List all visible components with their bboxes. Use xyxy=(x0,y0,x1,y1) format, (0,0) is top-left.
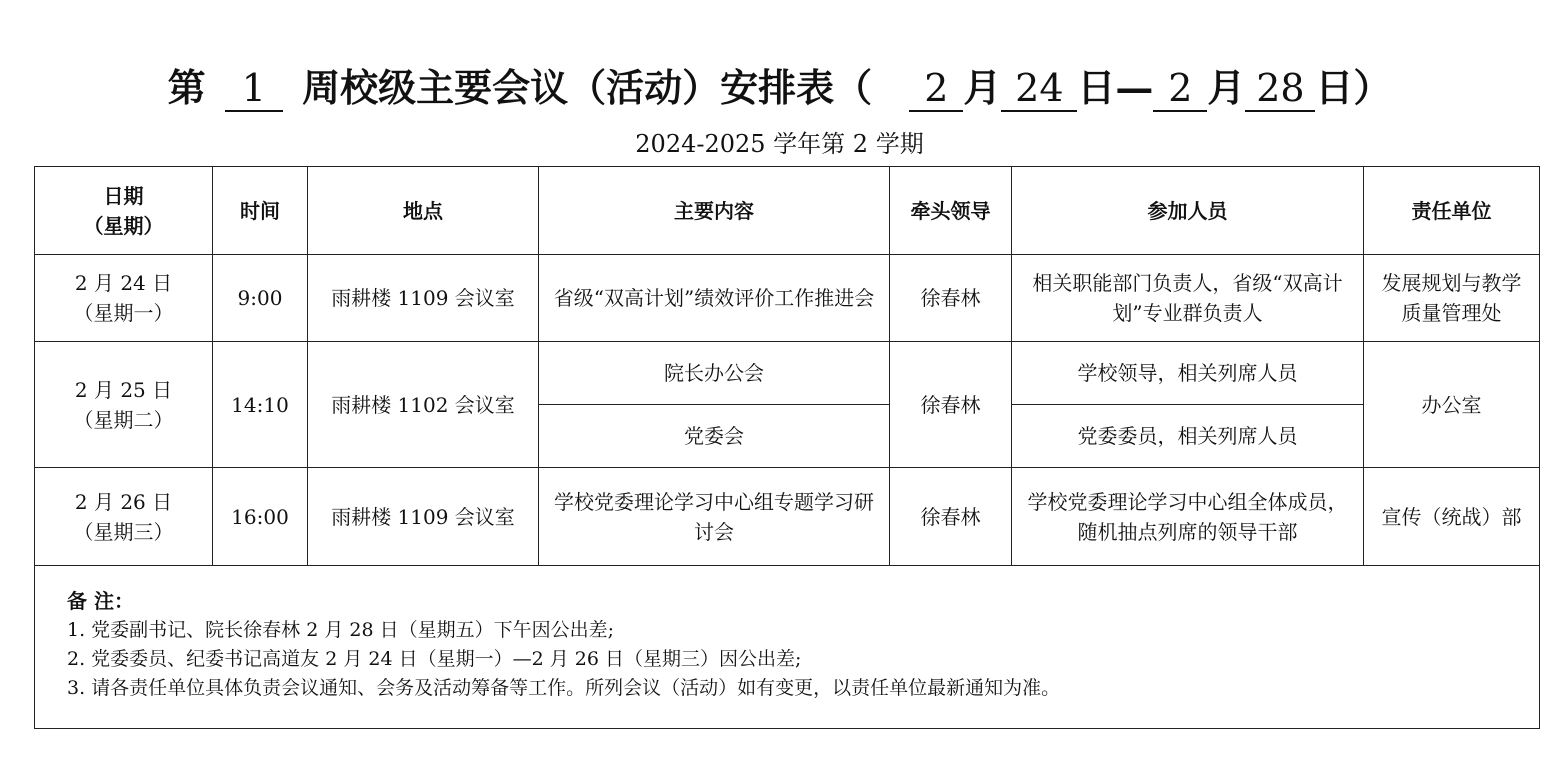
note-item: 3. 请各责任单位具体负责会议通知、会务及活动筹备等工作。所列会议（活动）如有变更，以责任单位最新通知为准。 xyxy=(67,677,1061,699)
header-date xyxy=(35,167,213,255)
location-cell: 雨耕楼 1102 会议室 xyxy=(308,342,539,468)
leader-cell: 徐春林 xyxy=(890,468,1012,566)
page-title xyxy=(0,58,1559,118)
unit-cell: 宣传（统战）部 xyxy=(1364,468,1540,566)
table-row xyxy=(35,468,1540,566)
header-participants: 参加人员 xyxy=(1012,167,1364,255)
schedule-table xyxy=(34,166,1540,729)
header-date-label: 日期 xyxy=(103,183,144,208)
time-cell: 16:00 xyxy=(213,468,308,566)
weekday-text: （星期一） xyxy=(73,301,174,325)
notes-cell xyxy=(35,566,1540,729)
title-middle: 周校级主要会议（活动）安排表（ xyxy=(302,65,873,110)
title-month-char: 月 xyxy=(1207,65,1246,110)
date-text: 2 月 24 日 xyxy=(74,271,173,295)
date-cell xyxy=(35,342,213,468)
location-cell: 雨耕楼 1109 会议室 xyxy=(308,255,539,342)
title-start-month: 2 xyxy=(909,66,963,112)
notes-row xyxy=(35,566,1540,729)
unit-cell: 发展规划与教学质量管理处 xyxy=(1364,255,1540,342)
note-item: 1. 党委副书记、院长徐春林 2 月 28 日（星期五）下午因公出差; xyxy=(67,619,614,641)
location-cell: 雨耕楼 1109 会议室 xyxy=(308,468,539,566)
unit-cell: 办公室 xyxy=(1364,342,1540,468)
content-cell: 学校党委理论学习中心组专题学习研讨会 xyxy=(539,468,890,566)
title-month-char: 月 xyxy=(963,65,1002,110)
header-content: 主要内容 xyxy=(539,167,890,255)
participants-cell: 学校领导，相关列席人员 xyxy=(1012,342,1364,405)
date-cell xyxy=(35,468,213,566)
weekday-text: （星期二） xyxy=(73,407,174,432)
note-item: 2. 党委委员、纪委书记高道友 2 月 24 日（星期一）—2 月 26 日（星期三）因公出差; xyxy=(67,648,802,670)
title-end-month: 2 xyxy=(1153,66,1207,112)
title-week-number: 1 xyxy=(225,66,283,112)
weekday-text: （星期三） xyxy=(73,519,174,544)
title-end-day: 28 xyxy=(1245,66,1315,112)
header-leader: 牵头领导 xyxy=(890,167,1012,255)
title-suffix: 日） xyxy=(1315,65,1392,110)
header-location: 地点 xyxy=(308,167,539,255)
time-cell: 14:10 xyxy=(213,342,308,468)
table-row xyxy=(35,255,1540,342)
header-time: 时间 xyxy=(213,167,308,255)
header-weekday-label: （星期） xyxy=(83,213,164,238)
participants-cell: 党委委员，相关列席人员 xyxy=(1012,405,1364,468)
date-text: 2 月 26 日 xyxy=(74,489,173,514)
leader-cell: 徐春林 xyxy=(890,342,1012,468)
date-cell xyxy=(35,255,213,342)
title-day-dash: 日— xyxy=(1077,65,1154,110)
leader-cell: 徐春林 xyxy=(890,255,1012,342)
content-cell: 院长办公会 xyxy=(539,342,890,405)
date-text: 2 月 25 日 xyxy=(74,377,173,402)
content-cell: 省级“双高计划”绩效评价工作推进会 xyxy=(539,255,890,342)
participants-cell: 相关职能部门负责人，省级“双高计划”专业群负责人 xyxy=(1012,255,1364,342)
notes-title: 备 注： xyxy=(67,589,134,613)
participants-cell: 学校党委理论学习中心组全体成员，随机抽点列席的领导干部 xyxy=(1012,468,1364,566)
header-row xyxy=(35,167,1540,255)
content-cell: 党委会 xyxy=(539,405,890,468)
time-cell: 9:00 xyxy=(213,255,308,342)
header-unit: 责任单位 xyxy=(1364,167,1540,255)
title-prefix: 第 xyxy=(167,65,206,110)
table-row xyxy=(35,342,1540,405)
semester-subtitle: 2024-2025 学年第 2 学期 xyxy=(635,130,924,158)
title-start-day: 24 xyxy=(1001,66,1077,112)
